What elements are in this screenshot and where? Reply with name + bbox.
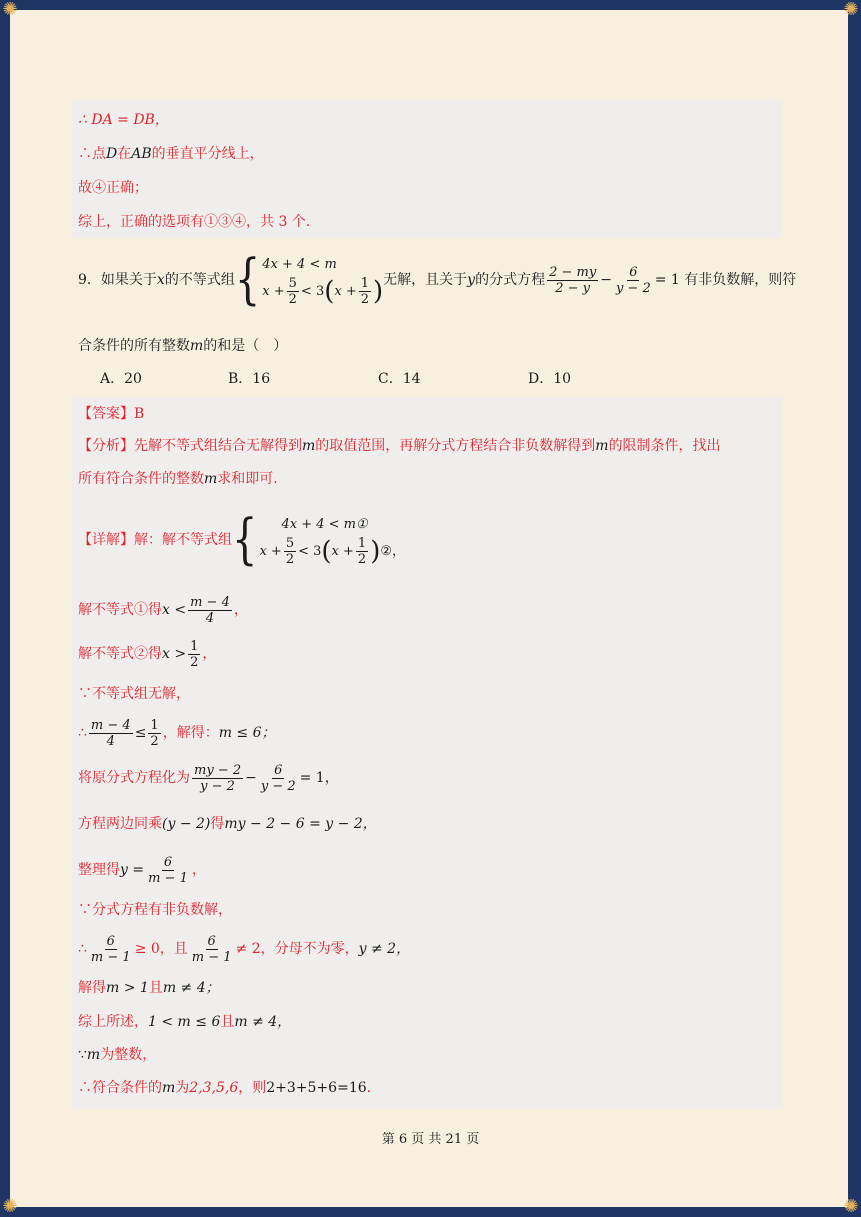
prev-line-3: 故④正确； bbox=[78, 180, 148, 196]
corner-ornament-icon: ✺ bbox=[2, 1196, 18, 1217]
step-8: ∵分式方程有非负数解， bbox=[78, 902, 232, 918]
question-9: 9．如果关于x的不等式组{ 4x + 4 < m x + $\frac{5}{2}$ < 3(x + $\frac{1}{2}$ ) 无解，且关于y的分式方程 $\frac{2 - my}{2 - y}$ − $\frac{6}{y - 2}$ = 1 有非负数解，则符 bbox=[78, 248, 797, 312]
question-9-line-2: 合条件的所有整数m的和是（ ） bbox=[78, 338, 288, 354]
step-3: ∵不等式组无解， bbox=[78, 686, 190, 702]
step-12: ∵m为整数， bbox=[78, 1047, 157, 1063]
page-footer: 第 6 页 共 21 页 bbox=[381, 1132, 480, 1147]
step-10: 解得m > 1且m ≠ 4； bbox=[78, 980, 220, 996]
corner-ornament-icon: ✺ bbox=[2, 0, 18, 20]
step-7: 整理得y = $\frac{6}{m - 1}$ ， bbox=[78, 854, 206, 886]
detail-line: 【详解】解：解不等式组{ 4x + 4 < m① x + $\frac{5}{2}$ < 3(x + $\frac{1}{2}$ )②， bbox=[78, 508, 405, 572]
step-6: 方程两边同乘(y − 2)得my − 2 − 6 = y − 2， bbox=[78, 816, 377, 832]
prev-line-2: ∴点D在AB的垂直平分线上， bbox=[78, 146, 264, 162]
step-9: ∴ $\frac{6}{m - 1}$ ≥ 0，且 $\frac{6}{m - 1}$ ≠ 2，分母不为零，y ≠ 2， bbox=[78, 933, 411, 965]
step-13: ∴符合条件的m为2,3,5,6，则2+3+5+6=16. bbox=[78, 1080, 372, 1096]
prev-line-1: ∴ DA = DB， bbox=[78, 112, 169, 128]
prev-line-4: 综上，正确的选项有①③④，共 3 个. bbox=[78, 214, 311, 230]
option-d: D．10 bbox=[528, 371, 572, 387]
option-a: A．20 bbox=[100, 371, 142, 387]
step-5: 将原分式方程化为 $\frac{my - 2}{y - 2}$ − $\frac{6}{y - 2}$ = 1， bbox=[78, 762, 339, 794]
analysis-line-1: 【分析】先解不等式组结合无解得到m的取值范围，再解分式方程结合非负数解得到m的限制条件，找出 bbox=[78, 438, 721, 454]
option-c: C．14 bbox=[378, 371, 421, 387]
analysis-line-2: 所有符合条件的整数m求和即可. bbox=[78, 471, 278, 487]
corner-ornament-icon: ✺ bbox=[843, 0, 859, 20]
corner-ornament-icon: ✺ bbox=[843, 1196, 859, 1217]
step-4: ∴ $\frac{m - 4}{4}$ ≤ $\frac{1}{2}$ ，解得：m ≤ 6； bbox=[78, 717, 276, 749]
step-11: 综上所述，1 < m ≤ 6且m ≠ 4， bbox=[78, 1014, 292, 1030]
solution-box bbox=[72, 397, 782, 1109]
step-1: 解不等式①得x < $\frac{m - 4}{4}$ ， bbox=[78, 594, 248, 626]
answer-line: 【答案】B bbox=[78, 406, 145, 422]
step-2: 解不等式②得x > $\frac{1}{2}$ ， bbox=[78, 638, 217, 670]
option-b: B．16 bbox=[228, 371, 271, 387]
